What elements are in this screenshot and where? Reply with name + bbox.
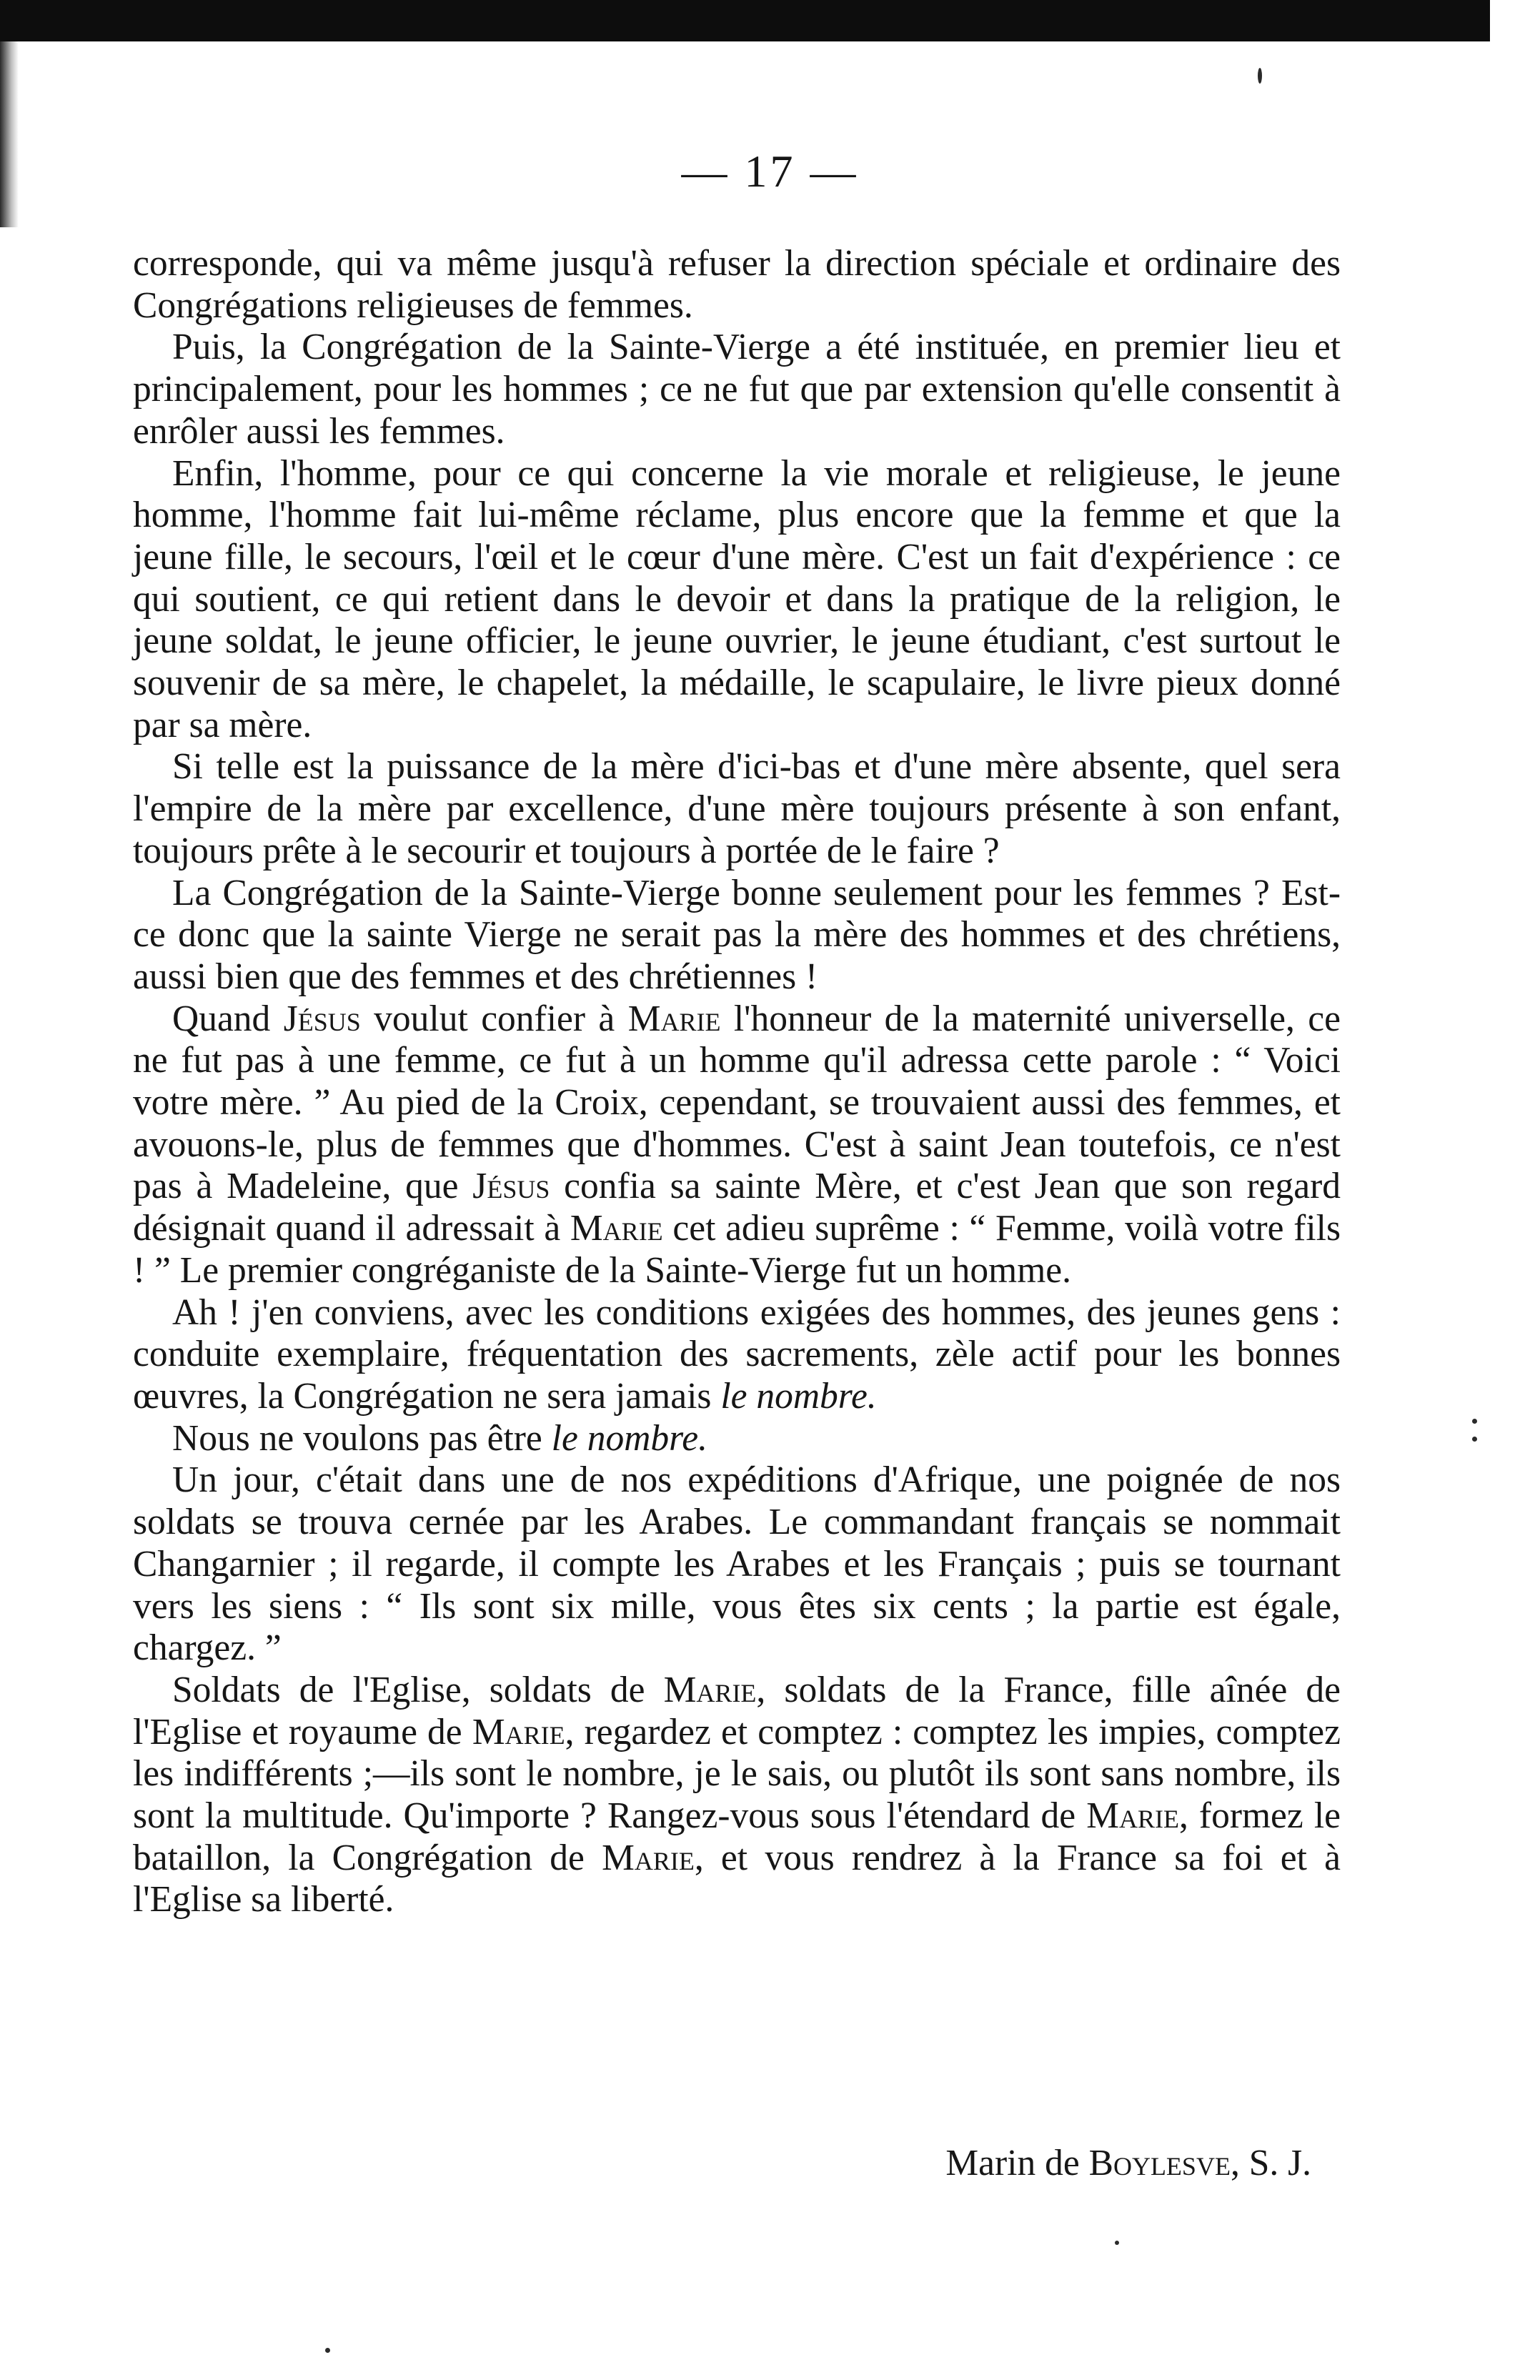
paragraph	[133, 998, 1341, 1292]
paragraph	[133, 1459, 1341, 1670]
small-caps-run: Marie	[1086, 1795, 1179, 1837]
text-run: Nous ne voulons pas être	[172, 1417, 552, 1459]
small-caps-run: Marie	[570, 1208, 663, 1249]
text-run: Ah ! j'en conviens, avec les conditions exigées des hommes, des jeunes gens : conduite exemplaire, fréquentation des sacrements, zèle actif pour les bonnes œuvres, la Congrégation ne sera jamais	[133, 1291, 1341, 1417]
text-run: , soldats de la France, fille aînée de l'Eglise et royaume de	[133, 1669, 1341, 1752]
small-caps-run: Marie	[627, 998, 721, 1039]
page-number: — 17 —	[681, 146, 859, 197]
text-run: Quand	[172, 998, 284, 1039]
small-caps-run: Marie	[602, 1837, 695, 1878]
scan-left-shadow	[0, 41, 19, 227]
signature-name: Boylesve	[1088, 2143, 1231, 2183]
paragraph	[133, 1670, 1341, 1921]
author-signature	[945, 2143, 1311, 2185]
text-run: Si telle est la puissance de la mère d'ici-bas et d'une mère absente, quel sera l'empire de la mère par excellence, d'une mère toujours présente à son enfant, toujours prête à le secourir et toujours à portée de le faire ?	[133, 746, 1341, 871]
text-run: cet adieu suprême : “ Femme, voilà votre fils ! ” Le premier congréganiste de la Sainte-Vierge fut un homme.	[133, 1208, 1341, 1291]
text-run: confia sa sainte Mère, et c'est Jean que son regard désignait quand il adressait à	[133, 1166, 1341, 1249]
text-run: Enfin, l'homme, pour ce qui concerne la vie morale et religieuse, le jeune homme, l'homme fait lui-même réclame, plus encore que la femme et que la jeune fille, le secours, l'œil et le cœur d'une mère. C'est un fait d'expérience : ce qui soutient, ce qui retient dans le devoir et dans la pratique de la religion, le jeune soldat, le jeune officier, le jeune ouvrier, le jeune étudiant, c'est surtout le souvenir de sa mère, le chapelet, la médaille, le scapulaire, le livre pieux donné par sa mère.	[133, 452, 1341, 745]
small-caps-run: Marie	[472, 1711, 565, 1752]
paragraph	[133, 243, 1341, 327]
scan-speck	[1258, 68, 1262, 84]
text-run: La Congrégation de la Sainte-Vierge bonne seulement pour les femmes ? Est-ce donc que la sainte Vierge ne serait pas la mère des hommes et des chrétiens, aussi bien que des femmes et des chrétiennes !	[133, 872, 1341, 997]
small-caps-run: Jésus	[472, 1166, 550, 1207]
text-run: , formez le bataillon, la Congrégation de	[133, 1795, 1341, 1878]
small-caps-run: Marie	[663, 1669, 757, 1710]
paragraph	[133, 1292, 1341, 1418]
body-text	[133, 243, 1341, 1921]
text-run: Puis, la Congrégation de la Sainte-Vierge a été instituée, en premier lieu et principalement, pour les hommes ; ce ne fut que par extension qu'elle consentit à enrôler aussi les femmes.	[133, 327, 1341, 452]
paragraph	[133, 873, 1341, 998]
text-run: voulut confier à	[360, 998, 628, 1039]
text-run: , regardez et comptez : comptez les impies, comptez les indifférents ;—ils sont le nombre, je le sais, ou plutôt ils sont sans nombre, ils sont la multitude. Qu'importe ? Rangez-vous sous l'étendard de	[133, 1711, 1341, 1837]
scan-speck	[1115, 2241, 1119, 2245]
scan-top-border	[0, 0, 1490, 41]
paragraph	[133, 327, 1341, 452]
paragraph	[133, 1418, 1341, 1460]
scan-speck	[1472, 1437, 1477, 1442]
small-caps-run: Jésus	[283, 998, 361, 1039]
text-run: corresponde, qui va même jusqu'à refuser la direction spéciale et ordinaire des Congrégations religieuses de femmes.	[133, 243, 1341, 326]
signature-suffix: , S. J.	[1230, 2143, 1311, 2183]
text-run: l'honneur de la maternité universelle, ce ne fut pas à une femme, ce fut à un homme qu'il adressa cette parole : “ Voici votre mère. ” Au pied de la Croix, cependant, se trouvaient aussi des femmes, et avouons-le, plus de femmes que d'hommes. C'est à saint Jean toutefois, ce n'est pas à Madeleine, que	[133, 998, 1341, 1207]
text-run: Soldats de l'Eglise, soldats de	[172, 1669, 664, 1710]
paragraph	[133, 746, 1341, 872]
paragraph	[133, 453, 1341, 747]
text-run: Un jour, c'était dans une de nos expéditions d'Afrique, une poignée de nos soldats se trouva cernée par les Arabes. Le commandant français se nommait Changarnier ; il regarde, il compte les Arabes et les Français ; puis se tournant vers les siens : “ Ils sont six mille, vous êtes six cents ; la partie est égale, chargez. ”	[133, 1459, 1341, 1669]
italic-run: le nombre.	[551, 1417, 708, 1459]
scan-speck	[325, 2348, 330, 2353]
italic-run: le nombre.	[720, 1375, 877, 1417]
scan-speck	[1472, 1419, 1477, 1424]
signature-prefix: Marin de	[945, 2143, 1089, 2183]
text-run: , et vous rendrez à la France sa foi et à l'Eglise sa liberté.	[133, 1837, 1341, 1920]
